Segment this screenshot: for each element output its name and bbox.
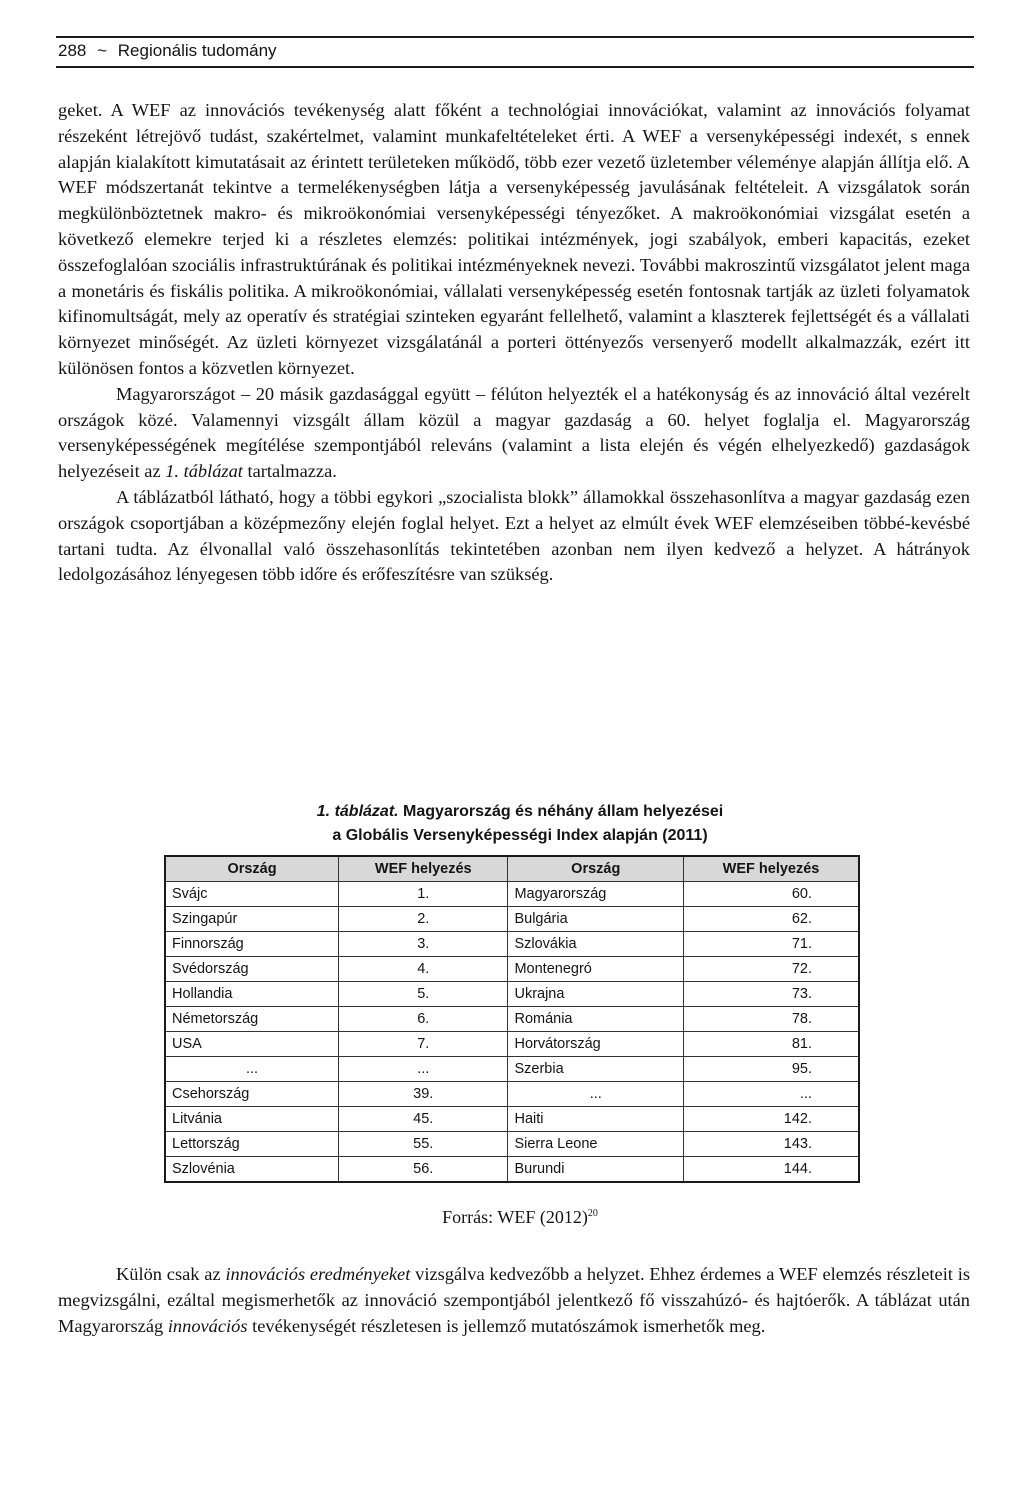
country-cell: Ukrajna [508,982,684,1007]
paragraph-1-text: geket. A WEF az innovációs tevékenység alatt főként a technológiai innovációkat, valamint az innovációs folyamat részeként létrejövő tudást, szakértelmet, valamint munkafeltételeket érti. A WEF a versenyképességi indexét, s ennek alapján kialakított kimutatásait az érintett területeken működő, több ezer vezető üzletember véleménye alapján állítja elő. A WEF módszertanát tekintve a termelékenységben látja a versenyképesség javulásának feltételeit. A vizsgálatok során megkülönböztetnek makro- és mikroökonómiai versenyképességi tényezőket. A makroökonómiai vizsgálat esetén a következő elemekre terjed ki a részletes elemzés: politikai intézmények, jogi szabályok, emberi kapacitás, ezeket összefoglalóan szociális infrastruktúrának és politikai intézményeknek nevezi. További makroszintű vizsgálatot jelent maga a monetáris és fiskális politika. A mikroökonómiai, vállalati versenyképesség esetén fontosnak tartják az üzleti folyamatok kifinomultságát, mely az operatív és stratégiai szinteken egyaránt fellelhető, valamint a klaszterek fejlettségét és a vállalati környezet minőségét. Az üzleti környezet vizsgálatánál a porteri öttényezős versenyerő modellt alkalmazzák, ezért itt különösen fontos a közvetlen környezet. [58,100,970,378]
emphasis-innovation: innovációs [167,1315,248,1336]
rank-cell: 55. [339,1132,508,1157]
country-cell: Svédország [165,957,339,982]
rank-cell: 73. [684,982,859,1007]
table-header-row [165,856,859,882]
rank-cell: 78. [684,1007,859,1032]
table-row [165,1057,859,1082]
paragraph-3-text: A táblázatból látható, hogy a többi egykori „szocialista blokk” államokkal összehasonlítva a magyar gazdaság ezen országok csoportjában a középmezőny elején foglal helyet. Ezt a helyet az elmúlt évek WEF elemzéseiben többé-kevésbé tartani tudta. Az élvonallal való összehasonlítás tekintetében azonban nem ilyen kedvező a helyzet. A hátrányok ledolgozásához lényegesen több időre és erőfeszítésre van szükség. [58,486,970,585]
rank-cell: ... [684,1082,859,1107]
table-row [165,1107,859,1132]
country-cell: USA [165,1032,339,1057]
body-text-top [58,98,970,588]
rank-cell: 81. [684,1032,859,1057]
paragraph-2 [58,382,970,485]
paragraph-4-text-a: Külön csak az [116,1264,221,1284]
country-cell: ... [165,1057,339,1082]
country-cell: Hollandia [165,982,339,1007]
header-country-2: Ország [508,856,684,882]
body-text-bottom [58,1262,970,1339]
country-cell: Haiti [508,1107,684,1132]
rank-cell: 62. [684,907,859,932]
source-footnote: 20 [587,1208,598,1219]
header-rank-1: WEF helyezés [339,856,508,882]
paragraph-1 [58,98,970,382]
country-cell: Horvátország [508,1032,684,1057]
rank-cell: 71. [684,932,859,957]
running-header [56,36,974,68]
header-country-1: Ország [165,856,339,882]
table-caption-line1: Magyarország és néhány állam helyezései [403,803,724,820]
table-label: 1. táblázat. [316,803,399,820]
paragraph-4-text-c: tevékenységét részletesen is jellemző mutatószámok ismerhetők meg. [252,1315,766,1336]
rank-cell: 39. [339,1082,508,1107]
rank-cell: 6. [339,1007,508,1032]
country-cell: Románia [508,1007,684,1032]
table-source [160,1207,880,1228]
table-caption-line2: a Globális Versenyképességi Index alapján (2011) [332,827,708,844]
table-row [165,1157,859,1183]
country-cell: Szlovákia [508,932,684,957]
emphasis-innovation-results: innovációs eredményeket [225,1264,411,1284]
rank-cell: 7. [339,1032,508,1057]
rank-cell: 3. [339,932,508,957]
country-cell: Finnország [165,932,339,957]
country-cell: Litvánia [165,1107,339,1132]
rank-cell: 4. [339,957,508,982]
country-cell: Lettország [165,1132,339,1157]
rank-cell: 60. [684,882,859,907]
country-cell: Szlovénia [165,1157,339,1183]
header-rank-2: WEF helyezés [684,856,859,882]
table-row [165,932,859,957]
rank-cell: 56. [339,1157,508,1183]
rank-cell: 2. [339,907,508,932]
country-cell: ... [508,1082,684,1107]
rank-cell: 95. [684,1057,859,1082]
table-row [165,907,859,932]
table-row [165,1007,859,1032]
paragraph-2-text: Magyarországot – 20 másik gazdasággal együtt – félúton helyezték el a hatékonyság és az innováció által vezérelt országok közé. Valamennyi vizsgált állam közül a magyar gazdaság a 60. helyet foglalja el. Magyarország versenyképességének megítélése szempontjából releváns (valamint a lista elején és végén elhelyezkedő) gazdaságok helyezéseit az [58,383,970,482]
table-caption [160,800,880,848]
country-cell: Svájc [165,882,339,907]
country-cell: Magyarország [508,882,684,907]
rank-cell: 5. [339,982,508,1007]
country-cell: Németország [165,1007,339,1032]
table-row [165,882,859,907]
paragraph-4-text-b: vizsgálva kedvezőbb a helyzet. Ehhez érdemes a WEF elemzés részleteit is megvizsgálni, ezáltal megismerhetők az innováció szempontjából jelentkező fő visszahúzó- és hajtóerők. A táblázat után Magyarország [58,1264,970,1336]
rank-cell: 72. [684,957,859,982]
rank-cell: ... [339,1057,508,1082]
country-cell: Szerbia [508,1057,684,1082]
rank-cell: 45. [339,1107,508,1132]
table-row [165,957,859,982]
country-cell: Csehország [165,1082,339,1107]
journal-title: Regionális tudomány [117,41,277,60]
header-separator: ~ [97,41,108,60]
table-row [165,1032,859,1057]
paragraph-4 [58,1262,970,1339]
country-cell: Szingapúr [165,907,339,932]
rank-cell: 143. [684,1132,859,1157]
wef-ranking-table [164,855,860,1183]
country-cell: Montenegró [508,957,684,982]
table-row [165,982,859,1007]
source-text: Forrás: WEF (2012) [442,1207,588,1227]
table-row [165,1132,859,1157]
country-cell: Burundi [508,1157,684,1183]
table-reference: 1. táblázat [165,461,243,482]
table-row [165,1082,859,1107]
rank-cell: 1. [339,882,508,907]
paragraph-3 [58,485,970,588]
rank-cell: 144. [684,1157,859,1183]
country-cell: Sierra Leone [508,1132,684,1157]
country-cell: Bulgária [508,907,684,932]
page-number: 288 [58,41,87,60]
rank-cell: 142. [684,1107,859,1132]
paragraph-2-end: tartalmazza. [247,461,337,482]
